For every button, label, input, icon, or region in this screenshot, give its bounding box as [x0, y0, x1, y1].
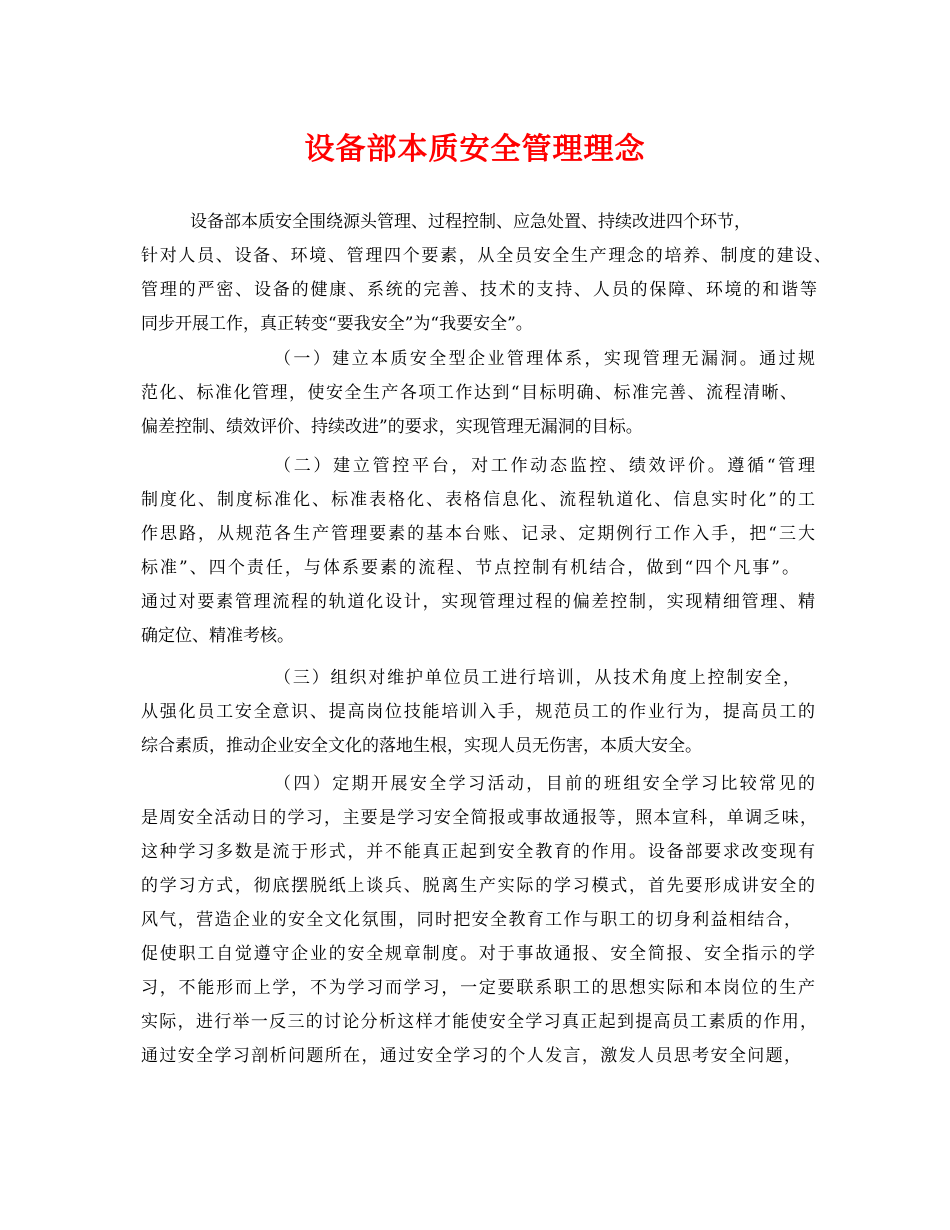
paragraph-line: 习，不能形而上学，不为学习而学习，一定要联系职工的思想实际和本岗位的生产: [141, 978, 815, 998]
paragraph-line: 风气，营造企业的安全文化氛围，同时把安全教育工作与职工的切身利益相结合，: [141, 910, 801, 930]
paragraph-line: 确定位、精准考核。: [141, 626, 294, 646]
paragraph-line: 范化、标准化管理，使安全生产各项工作达到“目标明确、标准完善、流程清晰、: [141, 383, 797, 403]
paragraph-line: （四）定期开展安全学习活动，目前的班组安全学习比较常见的: [274, 774, 815, 794]
paragraph-line: 设备部本质安全围绕源头管理、过程控制、应急处置、持续改进四个环节，: [190, 212, 751, 232]
paragraph-line: （三）组织对维护单位员工进行培训，从技术角度上控制安全，: [274, 668, 800, 688]
paragraph-line: 是周安全活动日的学习，主要是学习安全简报或事故通报等，照本宣科，单调乏味，: [141, 808, 817, 828]
document-title: 设备部本质安全管理理念: [304, 132, 646, 167]
paragraph-line: 针对人员、设备、环境、管理四个要素，从全员安全生产理念的培养、制度的建设、: [141, 246, 831, 266]
paragraph-line: 从强化员工安全意识、提高岗位技能培训入手，规范员工的作业行为，提高员工的: [141, 702, 815, 722]
paragraph-line: 通过对要素管理流程的轨道化设计，实现管理过程的偏差控制，实现精细管理、精: [141, 592, 815, 612]
paragraph-line: （二）建立管控平台，对工作动态监控、绩效评价。遵循“管理: [274, 456, 815, 476]
paragraph-line: 管理的严密、设备的健康、系统的完善、技术的支持、人员的保障、环境的和谐等: [141, 280, 817, 300]
paragraph-line: （一）建立本质安全型企业管理体系，实现管理无漏洞。通过规: [274, 349, 815, 369]
paragraph-line: 实际，进行举一反三的讨论分析这样才能使安全学习真正起到提高员工素质的作用，: [141, 1012, 817, 1032]
paragraph-line: 标准”、四个责任，与体系要素的流程、节点控制有机结合，做到“四个凡事”。: [141, 558, 799, 578]
paragraph-line: 作思路，从规范各生产管理要素的基本台账、记录、定期例行工作入手，把“三大: [141, 524, 815, 544]
paragraph-line: 促使职工自觉遵守企业的安全规章制度。对于事故通报、安全简报、安全指示的学: [141, 944, 815, 964]
paragraph-line: 同步开展工作，真正转变“要我安全”为“我要安全”。: [141, 314, 533, 334]
paragraph-line: 偏差控制、绩效评价、持续改进”的要求，实现管理无漏洞的目标。: [141, 417, 643, 437]
paragraph-line: 这种学习多数是流于形式，并不能真正起到安全教育的作用。设备部要求改变现有: [141, 842, 815, 862]
paragraph-line: 的学习方式，彻底摆脱纸上谈兵、脱离生产实际的学习模式，首先要形成讲安全的: [141, 876, 815, 896]
paragraph-line: 通过安全学习剖析问题所在，通过安全学习的个人发言，激发人员思考安全问题，: [141, 1046, 801, 1066]
paragraph-line: 制度化、制度标准化、标准表格化、表格信息化、流程轨道化、信息实时化”的工: [141, 490, 815, 510]
paragraph-line: 综合素质，推动企业安全文化的落地生根，实现人员无伤害，本质大安全。: [141, 736, 702, 756]
